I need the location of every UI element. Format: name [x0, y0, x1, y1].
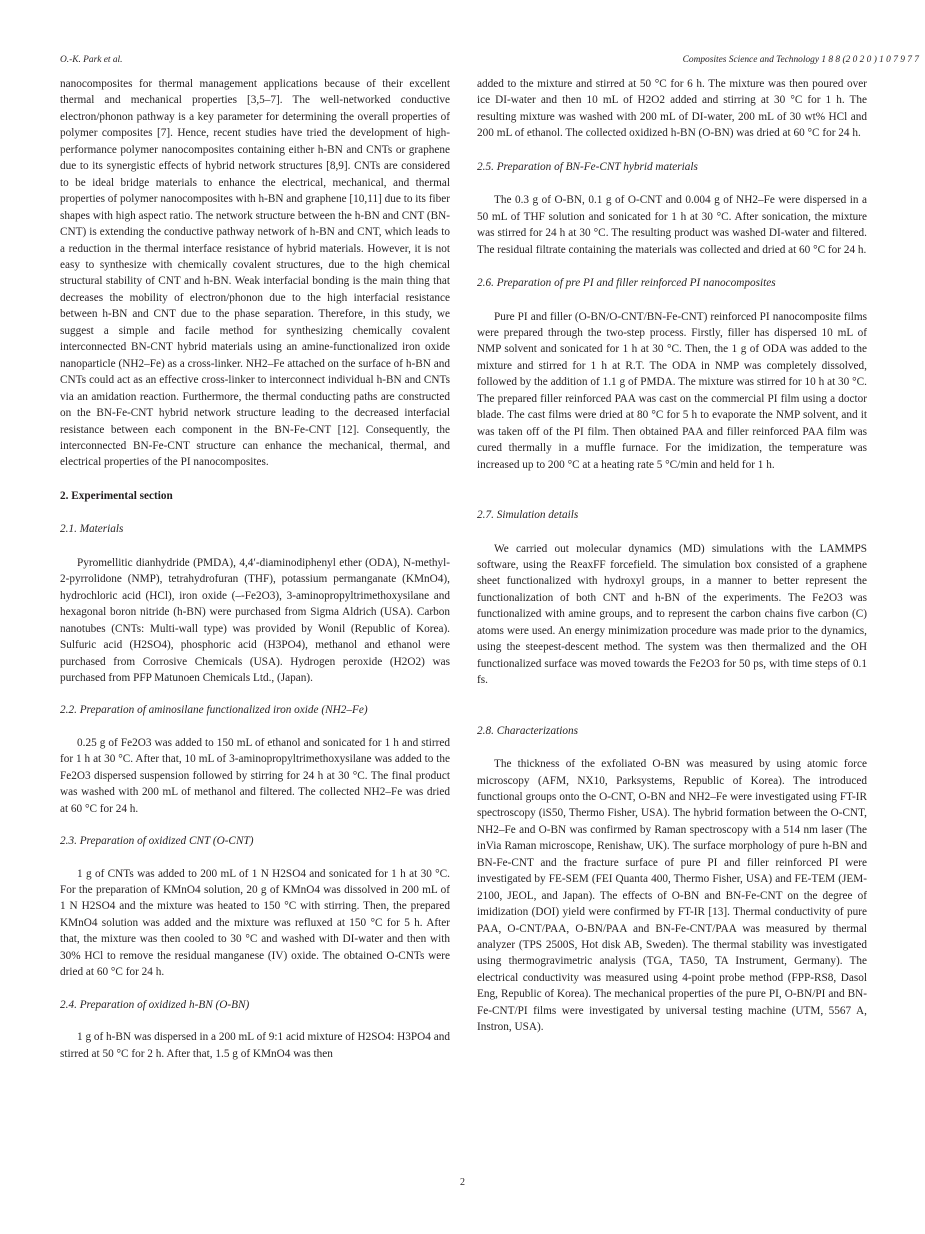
page-number: 2 — [460, 1177, 465, 1188]
obn-paragraph: 1 g of h-BN was dispersed in a 200 mL of 9:1 acid mixture of H2SO4: H3PO4 and stirred at 50 °C for 2 h. After that, 1.5 g of KMnO4 was then — [60, 1031, 450, 1060]
subsection-title-ocnt: 2.3. Preparation of oxidized CNT (O-CNT) — [60, 835, 254, 848]
subsection-title-obn: 2.4. Preparation of oxidized h-BN (O-BN) — [60, 998, 250, 1011]
subsection-title-characterizations: 2.8. Characterizations — [477, 724, 578, 737]
left-column — [60, 76, 450, 1062]
subsection-title-aminosilane: 2.2. Preparation of aminosilane functionalized iron oxide (NH2–Fe) — [60, 704, 368, 717]
section-title-experimental: 2. Experimental section — [60, 489, 173, 502]
subsection-title-hybrid: 2.5. Preparation of BN-Fe-CNT hybrid materials — [477, 160, 698, 173]
materials-paragraph: Pyromellitic dianhydride (PMDA), 4,4′-diaminodiphenyl ether (ODA), N-methyl-2-pyrrolidone (NMP), tetrahydrofuran (THF), potassium permanganate (KMnO4), hydrochloric acid (HCl), iron oxide (–-Fe2O3), 3-aminopropyltrimethoxysilane and hexagonal boron nitride (h-BN) were purchased from Sigma Aldrich (USA). Carbon nanotubes (CNTs: Multi-wall type) was provided by Wonil (Republic of Korea). Sulfuric acid (H2SO4), phosphoric acid (H3PO4), methanol and ethanol were purchased from Corrosive Chemicals (USA). Hydrogen peroxide (H2O2) was purchased from PFP Matunoen Chemicals Ltd., (Japan). — [60, 556, 450, 684]
simulation-paragraph: We carried out molecular dynamics (MD) simulations with the LAMMPS software, using the ReaxFF forcefield. The simulation box consisted of a graphene sheet functionalized with hydroxyl groups, in a manner to better represent the functionalization of both CNT and h-BN of the experiments. The Fe2O3 was functionalized with amine groups, and to represent the carbon chains five carbon (C) atoms were used. An energy minimization procedure was made prior to the dynamics, using the steepest-descent method. The system was then thermalized and the OH functionalized surface was moved towards the Fe2O3 for 50 ps, with time steps of 0.1 fs. — [477, 542, 867, 687]
right-column — [477, 76, 867, 1036]
pi-nanocomposites-paragraph: Pure PI and filler (O-BN/O-CNT/BN-Fe-CNT) reinforced PI nanocomposite films were prepared through the two-step process. Firstly, filler has dispersed 10 mL of NMP solvent and sonicated for 1 h at 30 °C. Then, the 1 g of ODA was added to the mixture and stirred for 1 h at R.T. The ODA in NMP was completely dissolved, followed by the addition of 1.1 g of PMDA. The mixture was stirred for 10 h at 30 °C. The prepared filler reinforced PAA was cast on the commercial PI film using a doctor blade. The cast films were dried at 80 °C for 5 h to evaporate the NMP solvent, and it was taken off of the PI film. Then obtained PAA and filler reinforced PAA film was cured thermally in a muffle furnace. For the imidization, the temperature was increased up to 200 °C at a heating rate 5 °C/min and held for 1 h. — [477, 310, 867, 471]
subsection-title-simulation: 2.7. Simulation details — [477, 509, 579, 522]
aminosilane-paragraph: 0.25 g of Fe2O3 was added to 150 mL of ethanol and sonicated for 1 h and stirred for 1 h at 30 °C. After that, 10 mL of 3-aminopropyltrimethoxysilane was added to the Fe2O3 dispersed suspension followed by stirring for 24 h at 30 °C. The final product was washed with 200 mL of methanol and filtered. The collected NH2–Fe was dried at 60 °C for 24 h. — [60, 736, 450, 815]
running-header-journal: Composites Science and Technology 1 8 8 (2 0 2 0 ) 1 0 7 9 7 7 — [682, 55, 919, 65]
intro-paragraph: nanocomposites for thermal management applications because of their excellent thermal and mechanical properties [3,5–7]. The well-networked conductive electron/phonon pathway is a key parameter for determining the overall properties of polymer composites [7]. Hence, recent studies have tried the development of high-performance polymer nanocomposites containing either h-BN and CNTs or graphene due to its synergistic effects of hybrid network structures [8,9]. CNTs are considered to be ideal bridge materials to enhance the electrical, mechanical, and thermal properties of polymer nanocomposites with h-BN and graphene [10,11] due to its fiber shapes with high aspect ratio. The network structure between the h-BN and CNT (BN-CNT) is extending the conductive pathway network of h-BN and CNT, which leads to a reduction in the thermal interface resistance of hybrid materials. However, it is not easy to synthesize with chemically covalent structures, due to the high chemical structural stability of CNT and h-BN. Weak interfacial bonding is the main thing that decreases the mobility of electron/phonon due to the high interfacial resistance between h-BN and CNT due to the phase separation. Therefore, in this study, we suggest a simple and facile method for synthesizing chemically covalent interconnected BN-CNT hybrid materials using an amine-functionalized iron oxide nanoparticle (NH2–Fe) as a cross-linker. NH2–Fe attached on the surface of h-BN and CNTs could act as an effective cross-linker to interconnect individual h-BN and CNTs via an amidation reaction. Furthermore, the thermal conducting paths are constructed on the BN-Fe-CNT hybrid network structure leading to the decreased interfacial resistance between each component in the BN-Fe-CNT [12]. Consequently, the interconnected BN-Fe-CNT structure can enhance the mechanical, thermal, and electrical properties of the PI nanocomposites. — [60, 78, 450, 469]
hybrid-paragraph: The 0.3 g of O-BN, 0.1 g of O-CNT and 0.004 g of NH2–Fe were dispersed in a 50 mL of THF solution and sonicated for 1 h at 30 °C. After sonication, the mixture was stirred for 24 h at 30 °C. The resulting product was washed DI-water and filtered. The residual filtrate containing the materials was collected and dried at 60 °C for 24 h. — [477, 194, 867, 256]
subsection-title-pi-nanocomposites: 2.6. Preparation of pre PI and filler reinforced PI nanocomposites — [477, 277, 776, 290]
obn-continued-paragraph: added to the mixture and stirred at 50 °C for 6 h. The mixture was then poured over ice DI-water and then 10 mL of H2O2 added and stirring at 30 °C for 1 h. The resulting mixture was washed with 200 mL of DI-water, 200 mL of 30 wt% HCl and 200 mL of ethanol. The collected oxidized h-BN (O-BN) was dried at 60 °C for 24 h. — [477, 78, 867, 140]
running-header-authors: O.-K. Park et al. — [60, 55, 123, 65]
subsection-title-materials: 2.1. Materials — [60, 523, 124, 536]
ocnt-paragraph: 1 g of CNTs was added to 200 mL of 1 N H2SO4 and sonicated for 1 h at 30 °C. For the preparation of KMnO4 solution, 20 g of KMnO4 was dissolved in 200 mL of 1 N H2SO4 and the mixture was heated to 150 °C with stirring. Then, the prepared KMnO4 solution was added and the mixture was refluxed at 150 °C for 5 h. After that, the mixture was then cooled to 30 °C and washed with DI-water and then with 30% HCl to remove the residual manganese (IV) oxide. The obtained O-CNTs were dried at 60 °C for 24 h. — [60, 867, 450, 979]
characterizations-paragraph: The thickness of the exfoliated O-BN was measured by using atomic force microscopy (AFM, NX10, Parksystems, Republic of Korea). The introduced functional groups onto the O-CNT, O-BN and NH2–Fe were investigated using FT-IR spectroscopy (iS50, Thermo Fisher, USA). The hybrid formation between the O-CNT, NH2–Fe and O-BN was confirmed by Raman spectroscopy with a 514 nm laser (The inVia Raman microscope, Renishaw, UK). The surface morphology of pure h-BN and BN-Fe-CNT and the fracture surface of pure PI and filler reinforced PI were investigated by FE-SEM (FEI Quanta 400, Thermo Fisher, USA) and FE-TEM (JEM- 2100, JEOL, and Japan). The effects of O-BN and BN-Fe-CNT on the degree of imidization (DOI) yield were confirmed by FT-IR [13]. Thermal conductivity of pure PAA, O-CNT/PAA, O-BN/PAA and BN-Fe-CNT/PAA was measured by thermal analyzer (TPS 2500S, Hot disk AB, Sweden). The thermal stability was investigated using thermogravimetric analysis (TGA, TA50, TA Instrument, Germany). The electrical conductivity was measured using 4-point probe method (FPP-RS8, Dasol Eng, Republic of Korea). The mechanical properties of the pure PI, O-BN/PI and BN-Fe-CNT/PI films were investigated by universal testing machine (UTM, 5567 A, Instron, USA). — [477, 758, 867, 1034]
